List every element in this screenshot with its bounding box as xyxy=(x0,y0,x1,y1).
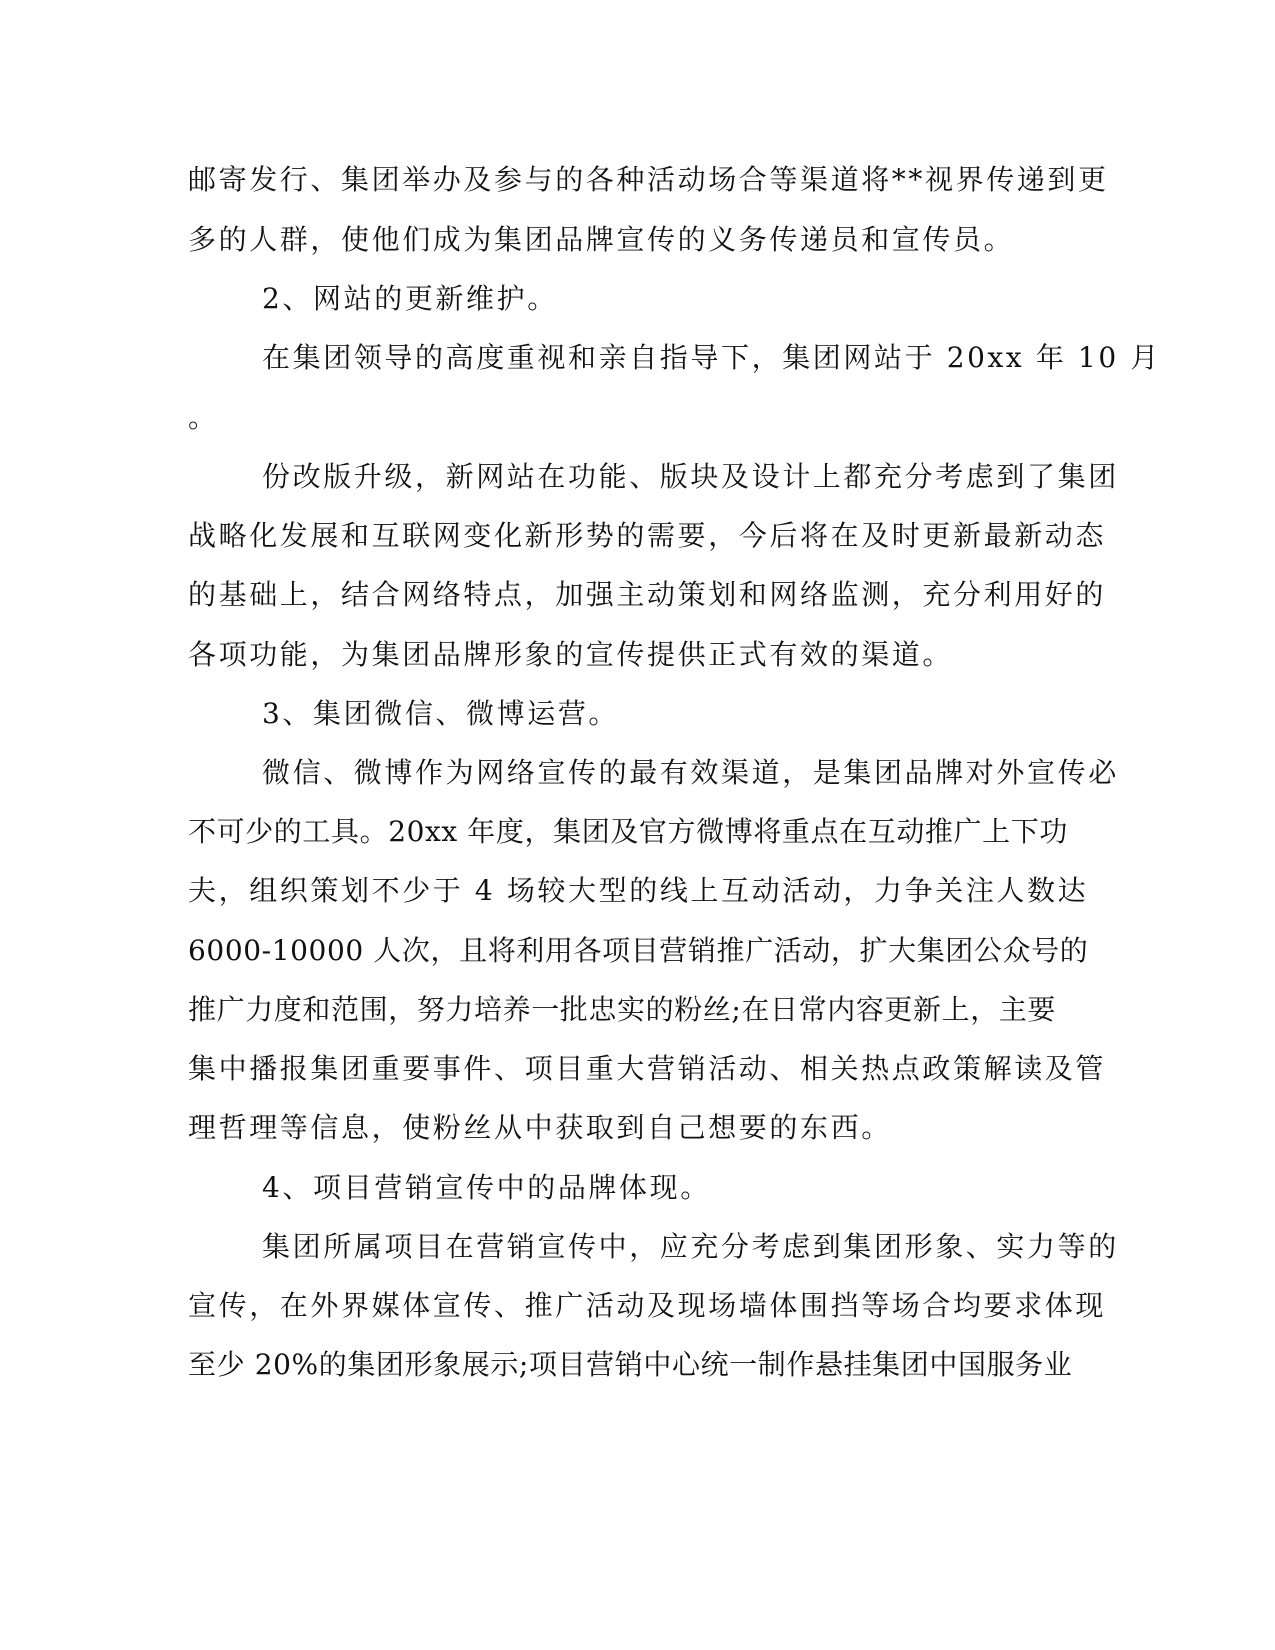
paragraph-line: 。 xyxy=(188,401,219,434)
paragraph-line: 微信、微博作为网络宣传的最有效渠道，是集团品牌对外宣传必 xyxy=(262,756,1119,789)
section-heading-4: 4、项目营销宣传中的品牌体现。 xyxy=(262,1171,711,1204)
paragraph-line: 推广力度和范围，努力培养一批忠实的粉丝;在日常内容更新上，主要 xyxy=(188,993,1057,1026)
paragraph-line: 集团所属项目在营销宣传中，应充分考虑到集团形象、实力等的 xyxy=(262,1230,1119,1263)
paragraph-line: 6000-10000 人次，且将利用各项目营销推广活动，扩大集团公众号的 xyxy=(188,934,1089,967)
paragraph-line: 各项功能，为集团品牌形象的宣传提供正式有效的渠道。 xyxy=(188,638,954,671)
paragraph-line: 在集团领导的高度重视和亲自指导下，集团网站于 20xx 年 10 月 xyxy=(262,341,1161,374)
paragraph-line: 理哲理等信息，使粉丝从中获取到自己想要的东西。 xyxy=(188,1111,892,1144)
paragraph-line: 不可少的工具。20xx 年度，集团及官方微博将重点在互动推广上下功 xyxy=(188,815,1068,848)
paragraph-line: 多的人群，使他们成为集团品牌宣传的义务传递员和宣传员。 xyxy=(188,223,1015,256)
section-heading-2: 2、网站的更新维护。 xyxy=(262,282,558,315)
paragraph-line: 份改版升级，新网站在功能、版块及设计上都充分考虑到了集团 xyxy=(262,460,1119,493)
paragraph-line: 的基础上，结合网络特点，加强主动策划和网络监测，充分利用好的 xyxy=(188,578,1107,611)
paragraph-line: 至少 20%的集团形象展示;项目营销中心统一制作悬挂集团中国服务业 xyxy=(188,1348,1073,1381)
section-heading-3: 3、集团微信、微博运营。 xyxy=(262,697,620,730)
paragraph-line: 战略化发展和互联网变化新形势的需要，今后将在及时更新最新动态 xyxy=(188,519,1107,552)
paragraph-line: 集中播报集团重要事件、项目重大营销活动、相关热点政策解读及管 xyxy=(188,1052,1107,1085)
paragraph-line: 邮寄发行、集团举办及参与的各种活动场合等渠道将**视界传递到更 xyxy=(188,163,1109,196)
paragraph-line: 宣传，在外界媒体宣传、推广活动及现场墙体围挡等场合均要求体现 xyxy=(188,1289,1107,1322)
paragraph-line: 夫，组织策划不少于 4 场较大型的线上互动活动，力争关注人数达 xyxy=(188,874,1089,907)
